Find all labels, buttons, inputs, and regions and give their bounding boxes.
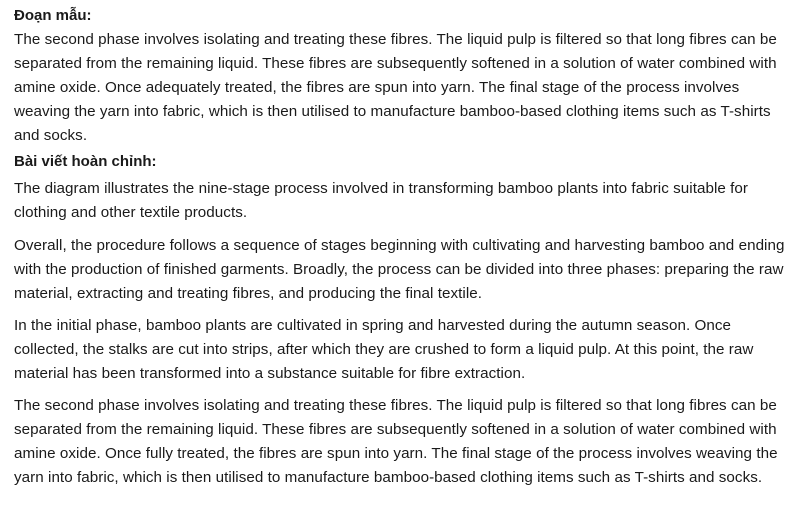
essay-heading: Bài viết hoàn chỉnh: (14, 152, 157, 170)
sample-heading: Đoạn mẫu: (14, 7, 92, 24)
sample-text: The second phase involves isolating and treating these fibres. The liquid pulp is filtered so that long fibres can be separated from the remaining liquid. These fibres are subsequently softened in a solution of water combined with amine oxide. Once adequately treated, the fibres are spun into yarn. The final stage of the process involves weaving the yarn into fabric, which is then utilised to manufacture bamboo-based clothing items such as T-shirts and socks. (14, 30, 777, 144)
essay-paragraph-2: Overall, the procedure follows a sequence of stages beginning with cultivating and harvesting bamboo and ending with the production of finished garments. Broadly, the process can be divided into three phases: preparing the raw material, extracting and treating fibres, and producing the final textile. (14, 237, 785, 302)
sample-paragraph (14, 28, 786, 148)
essay-paragraph-4: The second phase involves isolating and treating these fibres. The liquid pulp is filtered so that long fibres can be separated from the remaining liquid. These fibres are subsequently softened in a solution of water combined with amine oxide. Once fully treated, the fibres are spun into yarn. The final stage of the process involves weaving the yarn into fabric, which is then utilised to manufacture bamboo-based clothing items such as T-shirts and socks. (14, 397, 778, 486)
essay-body (14, 177, 786, 490)
essay-paragraph-3: In the initial phase, bamboo plants are cultivated in spring and harvested during the autumn season. Once collected, the stalks are cut into strips, after which they are crushed to form a liquid pulp. At this point, the raw material has been transformed into a substance suitable for fibre extraction. (14, 317, 754, 382)
essay-paragraph-1: The diagram illustrates the nine-stage process involved in transforming bamboo plants into fabric suitable for clothing and other textile products. (14, 180, 749, 221)
